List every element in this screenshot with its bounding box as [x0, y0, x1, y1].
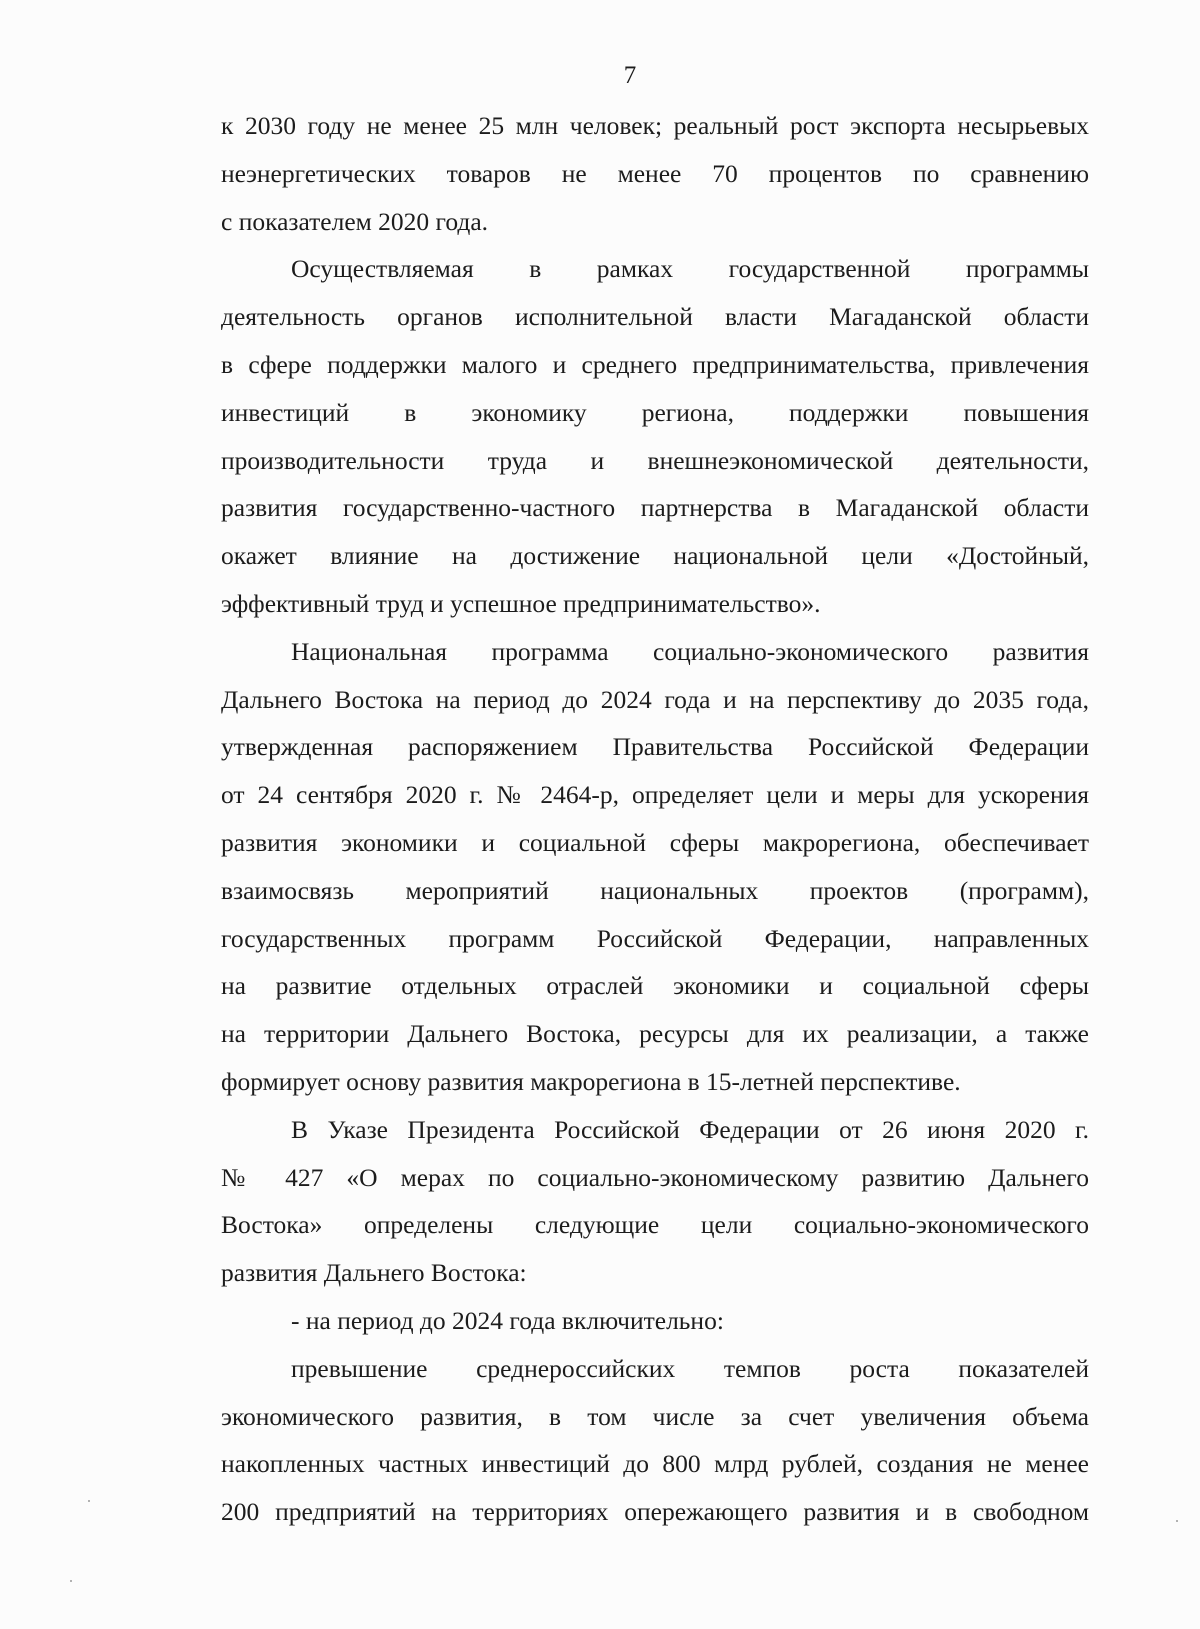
- text-line: развития Дальнего Востока:: [221, 1258, 527, 1288]
- text-line: неэнергетических товаров не менее 70 процентов по сравнению: [221, 158, 1089, 188]
- text-line: Дальнего Востока на период до 2024 года и на перспективу до 2035 года,: [221, 684, 1089, 714]
- document-text: [221, 102, 1089, 1536]
- scan-artifact: [1176, 1520, 1178, 1522]
- text-line: Национальная программа социально-экономического развития: [291, 636, 1089, 666]
- text-line: развития экономики и социальной сферы макрорегиона, обеспечивает: [221, 827, 1089, 857]
- text-line: развития государственно-частного партнерства в Магаданской области: [221, 493, 1089, 523]
- text-line: окажет влияние на достижение национальной цели «Достойный,: [221, 541, 1089, 571]
- paragraph: [221, 102, 1089, 245]
- text-line: с показателем 2020 года.: [221, 206, 489, 236]
- text-line: превышение среднероссийских темпов роста показателей: [291, 1353, 1089, 1383]
- paragraph: [221, 245, 1089, 627]
- text-line: в сфере поддержки малого и среднего предпринимательства, привлечения: [221, 349, 1089, 379]
- text-line: производительности труда и внешнеэкономической деятельности,: [221, 445, 1089, 475]
- text-line: государственных программ Российской Федерации, направленных: [221, 923, 1089, 953]
- text-line: экономического развития, в том числе за счет увеличения объема: [221, 1401, 1089, 1431]
- text-line: В Указе Президента Российской Федерации от 26 июня 2020 г.: [291, 1114, 1089, 1144]
- text-line: Осуществляемая в рамках государственной программы: [291, 254, 1089, 284]
- text-line: на территории Дальнего Востока, ресурсы для их реализации, а также: [221, 1019, 1089, 1049]
- scan-artifact: [88, 1500, 90, 1502]
- text-line: от 24 сентября 2020 г. № 2464-р, определяет цели и меры для ускорения: [221, 780, 1089, 810]
- text-line: деятельность органов исполнительной власти Магаданской области: [221, 302, 1089, 332]
- paragraph: [221, 628, 1089, 1106]
- paragraph: [221, 1106, 1089, 1297]
- text-line: на развитие отдельных отраслей экономики и социальной сферы: [221, 971, 1089, 1001]
- scan-artifact: [70, 1580, 72, 1582]
- paragraph: [221, 1345, 1089, 1536]
- text-line: формирует основу развития макрорегиона в 15-летней перспективе.: [221, 1066, 961, 1096]
- text-line: эффективный труд и успешное предпринимательство».: [221, 588, 821, 618]
- text-line: № 427 «О мерах по социально-экономическому развитию Дальнего: [221, 1162, 1089, 1192]
- page-number: 7: [623, 62, 637, 89]
- text-line: утвержденная распоряжением Правительства Российской Федерации: [221, 732, 1089, 762]
- text-line: Востока» определены следующие цели социально-экономического: [221, 1210, 1089, 1240]
- text-line: инвестиций в экономику региона, поддержки повышения: [221, 397, 1089, 427]
- text-line: накопленных частных инвестиций до 800 млрд рублей, создания не менее: [221, 1449, 1089, 1479]
- text-line: 200 предприятий на территориях опережающего развития и в свободном: [221, 1497, 1089, 1527]
- text-line: - на период до 2024 года включительно:: [291, 1305, 724, 1335]
- text-line: взаимосвязь мероприятий национальных проектов (программ),: [221, 875, 1089, 905]
- paragraph: [221, 1297, 1089, 1345]
- text-line: к 2030 году не менее 25 млн человек; реальный рост экспорта несырьевых: [221, 111, 1089, 140]
